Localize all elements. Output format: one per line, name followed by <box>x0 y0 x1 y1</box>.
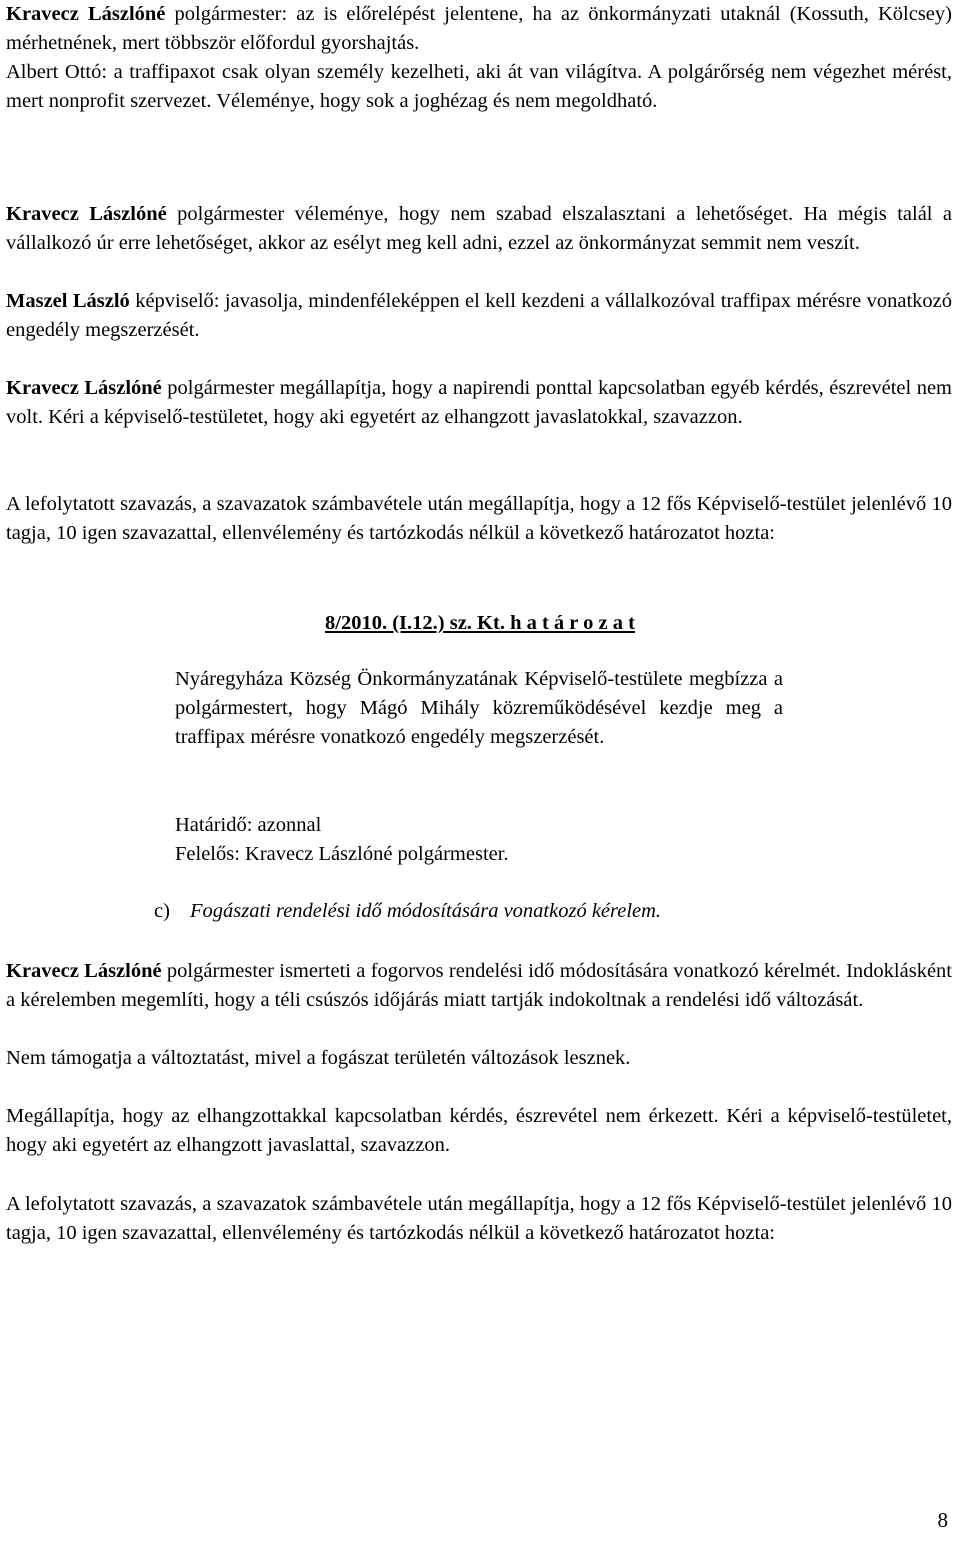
speaker-name: Kravecz Lászlóné <box>6 960 162 982</box>
paragraph-text: A lefolytatott szavazás, a szavazatok számbavétele után megállapítja, hogy a 12 fős Képviselő-testület jelenlévő 10 tagja, 10 igen szavazattal, ellenvélemény és tartózkodás nélkül a következő határozatot hozta: <box>6 493 952 544</box>
paragraph-text: polgármester megállapítja, hogy a napirendi ponttal kapcsolatban egyéb kérdés, észrevétel nem volt. Kéri a képviselő-testületet, hogy aki egyetért az elhangzott javaslatokkal, szavazzon. <box>6 377 953 428</box>
paragraph-text: képviselő: javasolja, mindenféleképpen el kell kezdeni a vállalkozóval traffipax mérésre vonatkozó engedély megszerzését. <box>6 290 952 341</box>
paragraph-text: Albert Ottó: a traffipaxot csak olyan személy kezelheti, aki át van világítva. A polgárőrség nem végezhet mérést, mert nonprofit szervezet. Véleménye, hogy sok a joghézag és nem megoldható. <box>6 61 952 112</box>
paragraph-vote-result-1 <box>6 490 952 548</box>
paragraph-text: Nem támogatja a változtatást, mivel a fogászat területén változások lesznek. <box>6 1047 631 1069</box>
paragraph-vote-result-2 <box>6 1190 952 1248</box>
page-number: 8 <box>937 1508 948 1532</box>
resolution-deadline: Határidő: azonnal <box>175 814 322 836</box>
paragraph-text: polgármester: az is előrelépést jelentene, ha az önkormányzati utaknál (Kossuth, Kölcsey) mérhetnének, mert többször előfordul gyorshajtás. <box>6 3 952 54</box>
paragraph-no-questions <box>6 1102 952 1160</box>
paragraph-albert-otto <box>6 58 952 116</box>
resolution-meta <box>175 811 509 869</box>
paragraph-text: A lefolytatott szavazás, a szavazatok számbavétele után megállapítja, hogy a 12 fős Képviselő-testület jelenlévő 10 tagja, 10 igen szavazattal, ellenvélemény és tartózkodás nélkül a következő határozatot hozta: <box>6 1193 952 1244</box>
paragraph-maszel-laszlo <box>6 287 952 345</box>
paragraph-text: polgármester ismerteti a fogorvos rendelési idő módosítására vonatkozó kérelmét. Indoklásként a kérelemben megemlíti, hogy a téli csúszós időjárás miatt tartják indokoltnak a rendelési idő változását. <box>6 960 952 1011</box>
speaker-name: Kravecz Lászlóné <box>6 203 167 225</box>
resolution-responsible: Felelős: Kravecz Lászlóné polgármester. <box>175 843 509 865</box>
paragraph-not-supported <box>6 1044 952 1073</box>
paragraph-mayor-vote-call <box>6 374 952 432</box>
paragraph-mayor-speed-measure <box>6 0 952 58</box>
subsection-title: Fogászati rendelési idő módosítására vonatkozó kérelem. <box>190 900 662 922</box>
paragraph-dentist-request <box>6 957 952 1015</box>
speaker-name: Kravecz Lászlóné <box>6 377 162 399</box>
speaker-name: Maszel László <box>6 290 130 312</box>
speaker-name: Kravecz Lászlóné <box>6 3 166 25</box>
subsection-heading <box>154 897 661 926</box>
paragraph-text: polgármester véleménye, hogy nem szabad elszalasztani a lehetőséget. Ha mégis talál a vállalkozó úr erre lehetőséget, akkor az esélyt meg kell adni, ezzel az önkormányzat semmit nem veszít. <box>6 203 953 254</box>
resolution-title: 8/2010. (I.12.) sz. Kt. h a t á r o z a t <box>325 612 635 634</box>
resolution-body: Nyáregyháza Község Önkormányzatának Képviselő-testülete megbízza a polgármestert, hogy Mágó Mihály közreműködésével kezdje meg a traffipax mérésre vonatkozó engedély megszerzését. <box>175 668 783 748</box>
paragraph-text: Megállapítja, hogy az elhangzottakkal kapcsolatban kérdés, észrevétel nem érkezett. Kéri a képviselő-testületet, hogy aki egyetért az elhangzott javaslattal, szavazzon. <box>6 1105 952 1156</box>
subsection-label: c) <box>154 900 170 922</box>
paragraph-mayor-opportunity <box>6 200 952 258</box>
